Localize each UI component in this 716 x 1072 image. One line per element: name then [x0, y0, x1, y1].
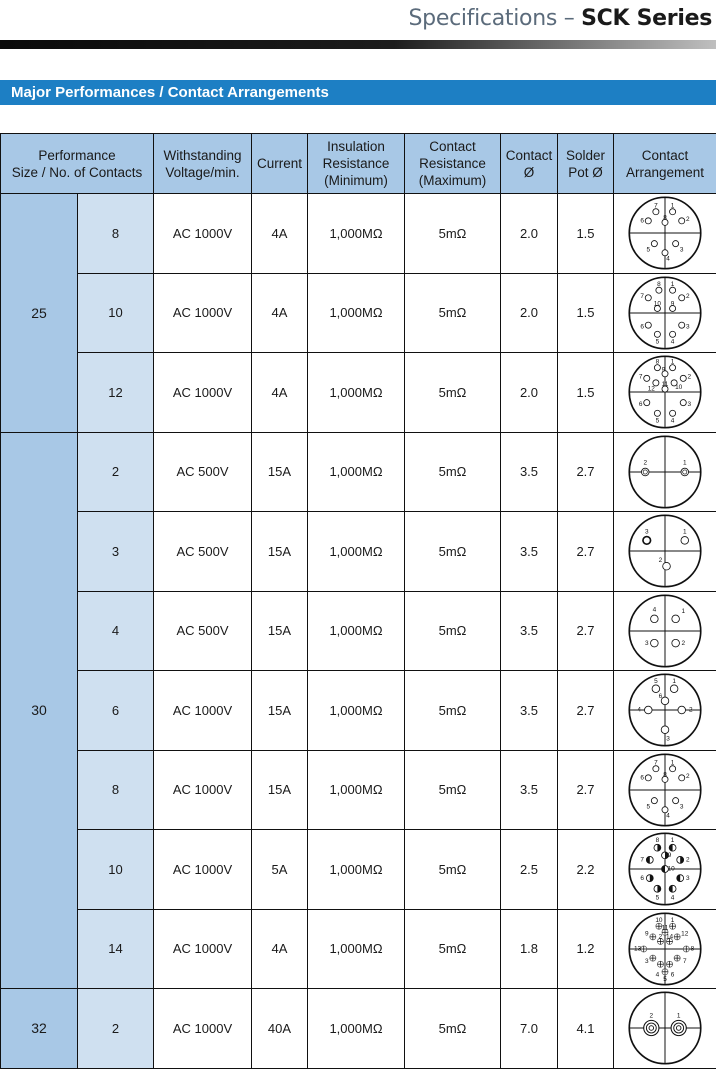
- contacts-count-cell: 8: [78, 750, 154, 830]
- table-row: [1, 432, 716, 512]
- voltage-cell: AC 1000V: [154, 273, 252, 353]
- contact-number-label: 4: [670, 338, 675, 346]
- contact-pin: [654, 365, 660, 371]
- contact-pin: [669, 845, 676, 852]
- insulation-resistance-cell: 1,000MΩ: [308, 512, 405, 592]
- contact-arrangement-diagram: [627, 593, 703, 669]
- contact-number-label: 10: [653, 300, 661, 308]
- contact-number-label: 1: [682, 528, 687, 536]
- voltage-cell: AC 500V: [154, 512, 252, 592]
- contact-pin: [670, 365, 676, 371]
- contact-arrangement-cell: [614, 989, 716, 1069]
- contact-pin: [641, 946, 647, 952]
- current-cell: 4A: [252, 194, 308, 274]
- contact-resistance-cell: 5mΩ: [405, 989, 501, 1069]
- header-line: Solder: [565, 147, 606, 163]
- contact-pin: [644, 400, 650, 406]
- contact-pin: [646, 875, 653, 882]
- contact-number-label: 1: [676, 1012, 681, 1020]
- contact-pin: [646, 857, 653, 864]
- contact-pin: [673, 797, 679, 803]
- spec-table: [0, 133, 716, 1069]
- header-contact-diameter: [501, 134, 558, 194]
- contact-number-label: 8: [663, 771, 667, 779]
- contact-number-label: 8: [657, 280, 661, 288]
- contact-pin: [670, 209, 676, 215]
- contact-pin: [645, 218, 651, 224]
- contact-pin: [680, 400, 686, 406]
- solder-pot-cell: 1.5: [558, 194, 614, 274]
- contact-number-label: 6: [638, 401, 643, 409]
- header-line: Resistance: [322, 156, 390, 171]
- insulation-resistance-cell: 1,000MΩ: [308, 591, 405, 671]
- contact-pin: [656, 287, 662, 293]
- voltage-cell: AC 500V: [154, 432, 252, 512]
- contact-pin: [645, 775, 651, 781]
- contact-pin: [644, 376, 650, 382]
- contacts-count-cell: 3: [78, 512, 154, 592]
- contact-number-label: 6: [640, 217, 644, 225]
- contact-diameter-cell: 3.5: [501, 432, 558, 512]
- contact-pin: [663, 563, 671, 571]
- contact-arrangement-diagram: [627, 831, 703, 907]
- page-title: [409, 6, 713, 31]
- header-line: Pot Ø: [568, 164, 603, 180]
- contact-number-label: 1: [681, 607, 686, 615]
- voltage-cell: AC 1000V: [154, 830, 252, 910]
- contact-number-label: 14: [665, 933, 674, 941]
- contact-pin: [669, 886, 676, 893]
- contact-pin: [670, 287, 676, 293]
- page-header: [0, 0, 716, 50]
- contact-number-label: 7: [654, 759, 658, 767]
- contacts-count-cell: 14: [78, 909, 154, 989]
- contact-pin: [650, 955, 656, 961]
- solder-pot-cell: 2.7: [558, 750, 614, 830]
- contact-number-label: 2: [686, 216, 690, 224]
- contact-arrangement-cell: [614, 830, 716, 910]
- contact-number-label: 5: [646, 246, 651, 254]
- header-line: (Maximum): [418, 173, 487, 188]
- header-voltage: [154, 134, 252, 194]
- contact-number-label: 4: [666, 255, 670, 263]
- current-cell: 15A: [252, 671, 308, 751]
- contact-pin: [651, 241, 657, 247]
- contact-pin: [679, 295, 685, 301]
- contact-pin: [654, 331, 660, 337]
- contact-number-label: 9: [670, 300, 675, 308]
- contact-pin: [677, 857, 684, 864]
- table-row: [1, 194, 716, 274]
- contact-arrangement-cell: [614, 591, 716, 671]
- shell-size-cell: 32: [1, 989, 78, 1069]
- contact-arrangement-cell: [614, 353, 716, 433]
- insulation-resistance-cell: 1,000MΩ: [308, 909, 405, 989]
- contact-number-label: 11: [661, 381, 669, 389]
- contact-arrangement-cell: [614, 432, 716, 512]
- contact-number-label: 2: [658, 557, 663, 565]
- contact-diameter-cell: 2.0: [501, 273, 558, 353]
- contact-number-label: 10: [675, 384, 683, 392]
- solder-pot-cell: 2.7: [558, 591, 614, 671]
- header-current: [252, 134, 308, 194]
- contacts-count-cell: 2: [78, 432, 154, 512]
- contact-pin: [657, 961, 663, 967]
- contact-pin: [654, 845, 661, 852]
- section-title: Major Performances / Contact Arrangements: [0, 80, 716, 105]
- contact-number-label: 1: [670, 759, 675, 767]
- contact-diameter-cell: 3.5: [501, 671, 558, 751]
- contact-pin: [652, 685, 660, 693]
- table-row: [1, 671, 716, 751]
- title-specifications: Specifications: [408, 6, 558, 31]
- table-row: [1, 273, 716, 353]
- contact-pin: [679, 218, 685, 224]
- contact-number-label: 7: [654, 202, 658, 210]
- contact-number-label: 3: [679, 803, 684, 811]
- header-line: Current: [256, 156, 302, 171]
- table-row: [1, 830, 716, 910]
- header-line: Insulation: [327, 139, 385, 154]
- table-row: [1, 750, 716, 830]
- contact-number-label: 4: [655, 971, 660, 979]
- contact-resistance-cell: 5mΩ: [405, 273, 501, 353]
- contact-number-label: 4: [652, 606, 657, 614]
- contacts-count-cell: 8: [78, 194, 154, 274]
- contact-arrangement-diagram: [627, 354, 703, 430]
- contact-number-label: 2: [658, 933, 663, 941]
- shell-size-cell: 30: [1, 432, 78, 989]
- contact-pin: [645, 295, 651, 301]
- contact-pin: [679, 775, 685, 781]
- insulation-resistance-cell: 1,000MΩ: [308, 273, 405, 353]
- contact-number-label: 9: [661, 366, 666, 374]
- contact-number-label: 3: [644, 639, 649, 647]
- contact-arrangement-cell: [614, 194, 716, 274]
- insulation-resistance-cell: 1,000MΩ: [308, 989, 405, 1069]
- contact-number-label: 13: [634, 945, 642, 953]
- voltage-cell: AC 1000V: [154, 989, 252, 1069]
- current-cell: 40A: [252, 989, 308, 1069]
- contact-diameter-cell: 3.5: [501, 512, 558, 592]
- contact-pin: [661, 726, 669, 734]
- contact-arrangement-diagram: [627, 990, 703, 1066]
- contact-number-label: 2: [686, 292, 690, 300]
- contact-diameter-cell: 1.8: [501, 909, 558, 989]
- contact-resistance-cell: 5mΩ: [405, 194, 501, 274]
- header-row: [1, 134, 716, 194]
- contact-resistance-cell: 5mΩ: [405, 830, 501, 910]
- header-line: Voltage/min.: [165, 164, 240, 180]
- solder-pot-cell: 1.2: [558, 909, 614, 989]
- contact-arrangement-diagram: [627, 195, 703, 271]
- contact-number-label: 1: [672, 678, 676, 686]
- contact-number-label: 2: [686, 856, 690, 864]
- header-line: Contact: [641, 147, 689, 163]
- contact-number-label: 12: [647, 385, 655, 393]
- contact-number-label: 9: [667, 852, 672, 860]
- contact-arrangement-cell: [614, 909, 716, 989]
- insulation-resistance-cell: 1,000MΩ: [308, 750, 405, 830]
- contact-pin: [645, 322, 651, 328]
- insulation-resistance-cell: 1,000MΩ: [308, 432, 405, 512]
- header-line: (Minimum): [324, 173, 388, 188]
- current-cell: 4A: [252, 273, 308, 353]
- contact-resistance-cell: 5mΩ: [405, 432, 501, 512]
- header-solder-pot: [558, 134, 614, 194]
- table-row: [1, 353, 716, 433]
- table-row: [1, 909, 716, 989]
- contact-resistance-cell: 5mΩ: [405, 353, 501, 433]
- contact-pin: [671, 1021, 686, 1036]
- contact-arrangement-cell: [614, 273, 716, 353]
- contact-number-label: 3: [644, 957, 649, 965]
- contact-resistance-cell: 5mΩ: [405, 671, 501, 751]
- voltage-cell: AC 1000V: [154, 750, 252, 830]
- contact-pin: [681, 468, 689, 476]
- contact-number-label: 6: [640, 323, 644, 331]
- contact-number-label: 8: [655, 837, 660, 845]
- contact-number-label: 4: [670, 417, 675, 425]
- solder-pot-cell: 2.7: [558, 512, 614, 592]
- contact-pin: [651, 639, 659, 647]
- contact-arrangement-diagram: [627, 513, 703, 589]
- header-contact-resistance: [405, 134, 501, 194]
- contact-number-label: 7: [640, 292, 644, 300]
- header-arrangement: [614, 134, 716, 194]
- contact-pin: [674, 955, 680, 961]
- header-line: Resistance: [419, 156, 486, 171]
- contact-pin: [667, 961, 673, 967]
- contact-number-label: 2: [686, 772, 690, 780]
- contact-number-label: 1: [670, 280, 675, 288]
- header-performance: [1, 134, 154, 194]
- contact-resistance-cell: 5mΩ: [405, 591, 501, 671]
- contact-number-label: 5: [655, 338, 660, 346]
- contact-pin: [644, 1021, 659, 1036]
- contact-arrangement-diagram: [627, 434, 703, 510]
- header-line: Performance: [38, 147, 116, 163]
- contact-pin: [672, 639, 680, 647]
- contact-number-label: 3: [644, 528, 649, 536]
- voltage-cell: AC 1000V: [154, 194, 252, 274]
- current-cell: 15A: [252, 591, 308, 671]
- contact-diameter-cell: 3.5: [501, 591, 558, 671]
- contact-number-label: 5: [654, 678, 658, 686]
- contact-number-label: 7: [682, 957, 687, 965]
- contact-diameter-cell: 2.0: [501, 194, 558, 274]
- contact-number-label: 3: [687, 401, 692, 409]
- contact-number-label: 1: [670, 837, 675, 845]
- contact-number-label: 9: [644, 930, 649, 938]
- solder-pot-cell: 2.7: [558, 432, 614, 512]
- contact-number-label: 1: [670, 358, 675, 366]
- contact-number-label: 10: [667, 865, 675, 873]
- contact-number-label: 4: [670, 894, 675, 902]
- contact-number-label: 2: [681, 639, 686, 647]
- contact-pin: [651, 797, 657, 803]
- contact-number-label: 3: [679, 246, 684, 254]
- contact-number-label: 8: [655, 358, 660, 366]
- voltage-cell: AC 1000V: [154, 353, 252, 433]
- header-line: Contact: [505, 147, 553, 163]
- contact-number-label: 4: [637, 706, 641, 714]
- current-cell: 4A: [252, 353, 308, 433]
- voltage-cell: AC 500V: [154, 591, 252, 671]
- contact-pin: [677, 875, 684, 882]
- solder-pot-cell: 2.7: [558, 671, 614, 751]
- contact-pin: [673, 241, 679, 247]
- contact-pin: [643, 537, 651, 545]
- contact-number-label: 5: [646, 803, 651, 811]
- contact-diameter-cell: 2.0: [501, 353, 558, 433]
- solder-pot-cell: 1.5: [558, 273, 614, 353]
- shell-size-cell: 25: [1, 194, 78, 433]
- contact-number-label: 1: [682, 459, 687, 467]
- contact-number-label: 4: [666, 812, 670, 820]
- header-line: Withstanding: [163, 147, 242, 163]
- contact-arrangement-cell: [614, 750, 716, 830]
- contact-pin: [670, 685, 678, 693]
- current-cell: 4A: [252, 909, 308, 989]
- contact-pin: [683, 946, 689, 952]
- contact-pin: [661, 697, 669, 705]
- contact-arrangement-cell: [614, 512, 716, 592]
- contact-diameter-cell: 7.0: [501, 989, 558, 1069]
- contacts-count-cell: 6: [78, 671, 154, 751]
- contact-number-label: 7: [638, 373, 643, 381]
- contact-pin: [653, 209, 659, 215]
- contact-pin: [644, 706, 652, 714]
- contact-diameter-cell: 2.5: [501, 830, 558, 910]
- header-insulation: [308, 134, 405, 194]
- contact-number-label: 2: [649, 1012, 654, 1020]
- contact-pin: [678, 706, 686, 714]
- solder-pot-cell: 2.2: [558, 830, 614, 910]
- contact-number-label: 3: [686, 323, 690, 331]
- contact-pin: [654, 410, 660, 416]
- header-rule: [0, 40, 716, 49]
- contacts-count-cell: 10: [78, 830, 154, 910]
- current-cell: 15A: [252, 432, 308, 512]
- current-cell: 5A: [252, 830, 308, 910]
- table-row: [1, 989, 716, 1069]
- contact-number-label: 2: [687, 373, 692, 381]
- contact-number-label: 5: [655, 417, 660, 425]
- contacts-count-cell: 10: [78, 273, 154, 353]
- voltage-cell: AC 1000V: [154, 909, 252, 989]
- header-line: Size / No. of Contacts: [11, 164, 143, 180]
- contact-number-label: 12: [681, 930, 689, 938]
- contact-arrangement-diagram: [627, 275, 703, 351]
- header-line: Ø: [523, 164, 535, 180]
- contact-number-label: 6: [640, 774, 644, 782]
- contact-number-label: 5: [663, 975, 667, 983]
- contact-number-label: 3: [666, 735, 670, 743]
- contacts-count-cell: 12: [78, 353, 154, 433]
- solder-pot-cell: 4.1: [558, 989, 614, 1069]
- contact-number-label: 7: [640, 856, 644, 864]
- header-line: Arrangement: [625, 164, 705, 180]
- contact-arrangement-diagram: [627, 911, 703, 987]
- contacts-count-cell: 4: [78, 591, 154, 671]
- insulation-resistance-cell: 1,000MΩ: [308, 830, 405, 910]
- current-cell: 15A: [252, 750, 308, 830]
- contact-pin: [672, 615, 680, 623]
- contact-pin: [670, 331, 676, 337]
- contact-number-label: 8: [690, 945, 695, 953]
- contact-arrangement-diagram: [627, 752, 703, 828]
- contact-number-label: 1: [670, 916, 675, 924]
- contact-pin: [670, 765, 676, 771]
- contact-pin: [654, 886, 661, 893]
- contact-pin: [662, 969, 668, 975]
- table-row: [1, 591, 716, 671]
- contact-pin: [650, 934, 656, 940]
- contact-number-label: 2: [643, 459, 648, 467]
- contact-pin: [670, 410, 676, 416]
- contact-number-label: 11: [661, 924, 669, 932]
- contact-diameter-cell: 3.5: [501, 750, 558, 830]
- contact-number-label: 8: [663, 214, 667, 222]
- contact-resistance-cell: 5mΩ: [405, 512, 501, 592]
- contact-number-label: 10: [655, 916, 663, 924]
- contact-resistance-cell: 5mΩ: [405, 909, 501, 989]
- solder-pot-cell: 1.5: [558, 353, 614, 433]
- contact-number-label: 6: [640, 875, 644, 883]
- contact-number-label: 2: [689, 706, 693, 714]
- header-line: Contact: [429, 139, 476, 154]
- contact-arrangement-cell: [614, 671, 716, 751]
- contact-pin: [651, 615, 659, 623]
- contact-number-label: 5: [655, 894, 660, 902]
- contact-resistance-cell: 5mΩ: [405, 750, 501, 830]
- contact-number-label: 6: [658, 693, 663, 701]
- voltage-cell: AC 1000V: [154, 671, 252, 751]
- contact-pin: [679, 322, 685, 328]
- insulation-resistance-cell: 1,000MΩ: [308, 671, 405, 751]
- contacts-count-cell: 2: [78, 989, 154, 1069]
- contact-number-label: 6: [670, 971, 675, 979]
- contact-pin: [641, 468, 649, 476]
- contact-pin: [653, 765, 659, 771]
- insulation-resistance-cell: 1,000MΩ: [308, 194, 405, 274]
- contact-pin: [670, 923, 676, 929]
- contact-number-label: 1: [670, 202, 675, 210]
- contact-pin: [680, 376, 686, 382]
- current-cell: 15A: [252, 512, 308, 592]
- title-series: SCK Series: [581, 6, 712, 31]
- contact-pin: [681, 537, 689, 545]
- title-dash: –: [563, 6, 575, 31]
- table-row: [1, 512, 716, 592]
- insulation-resistance-cell: 1,000MΩ: [308, 353, 405, 433]
- contact-pin: [674, 934, 680, 940]
- contact-arrangement-diagram: [627, 672, 703, 748]
- contact-number-label: 3: [686, 875, 690, 883]
